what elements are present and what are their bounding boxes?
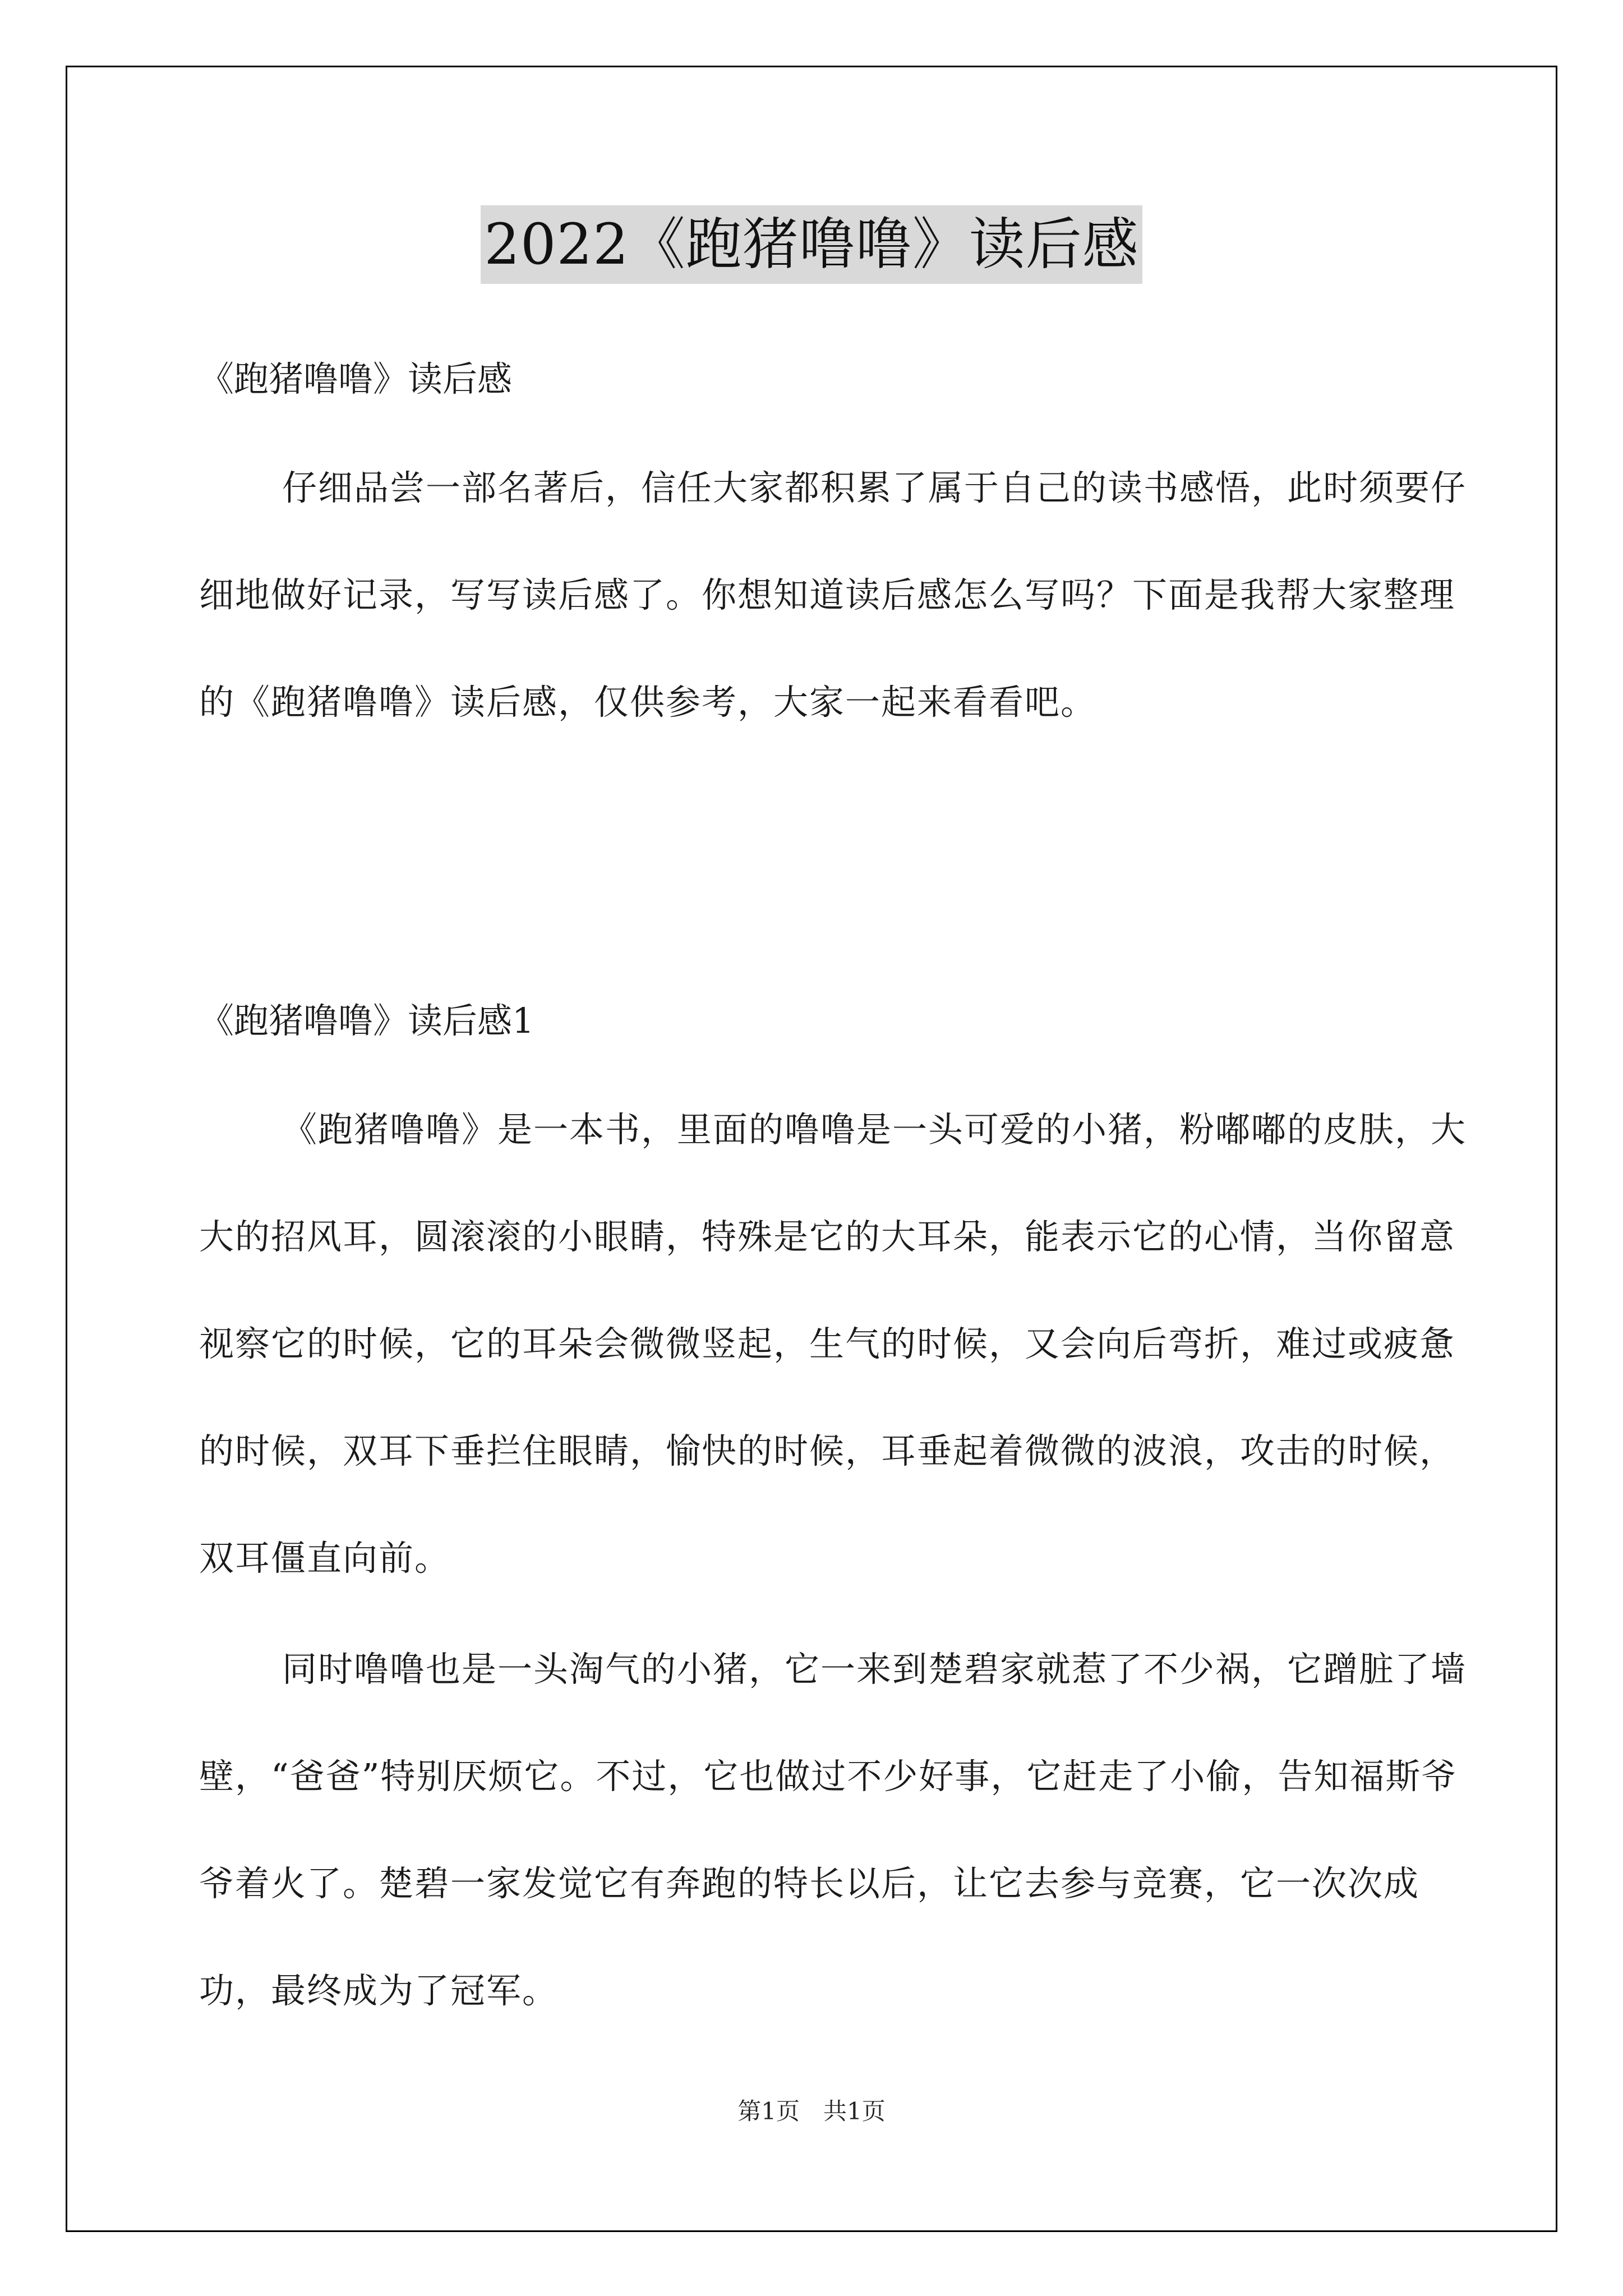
section1-paragraph-1: 《跑猪噜噜》是一本书，里面的噜噜是一头可爱的小猪，粉嘟嘟的皮肤，大大的招风耳，圆滚滚的小眼睛，特殊是它的大耳朵，能表示它的心情，当你留意视察它的时候，它的耳朵会微微竖起，生气的时候，又会向后弯折，难过或疲惫的时候，双耳下垂拦住眼睛，愉快的时候，耳垂起着微微的波浪，攻击的时候，双耳僵直向前。 <box>199 1109 1467 1579</box>
section1-paragraph-2: 同时噜噜也是一头淘气的小猪，它一来到楚碧家就惹了不少祸，它蹭脏了墙壁，“爸爸”特别厌烦它。不过，它也做过不少好事，它赶走了小偷，告知福斯爷爷着火了。楚碧一家发觉它有奔跑的特长以后，让它去参与竞赛，它一次次成功，最终成为了冠军。 <box>199 1649 1467 2011</box>
intro-paragraph: 仔细品尝一部名著后，信任大家都积累了属于自己的读书感悟，此时须要仔细地做好记录，写写读后感了。你想知道读后感怎么写吗？下面是我帮大家整理的《跑猪噜噜》读后感，仅供参考，大家一起来看看吧。 <box>199 467 1467 723</box>
document-title: 2022《跑猪噜噜》读后感 <box>481 205 1142 284</box>
page-footer: 第1页 共1页 <box>737 2097 886 2125</box>
intro-heading: 《跑猪噜噜》读后感 <box>199 358 513 399</box>
title-container <box>0 205 1623 284</box>
section1-heading: 《跑猪噜噜》读后感1 <box>199 1000 534 1041</box>
